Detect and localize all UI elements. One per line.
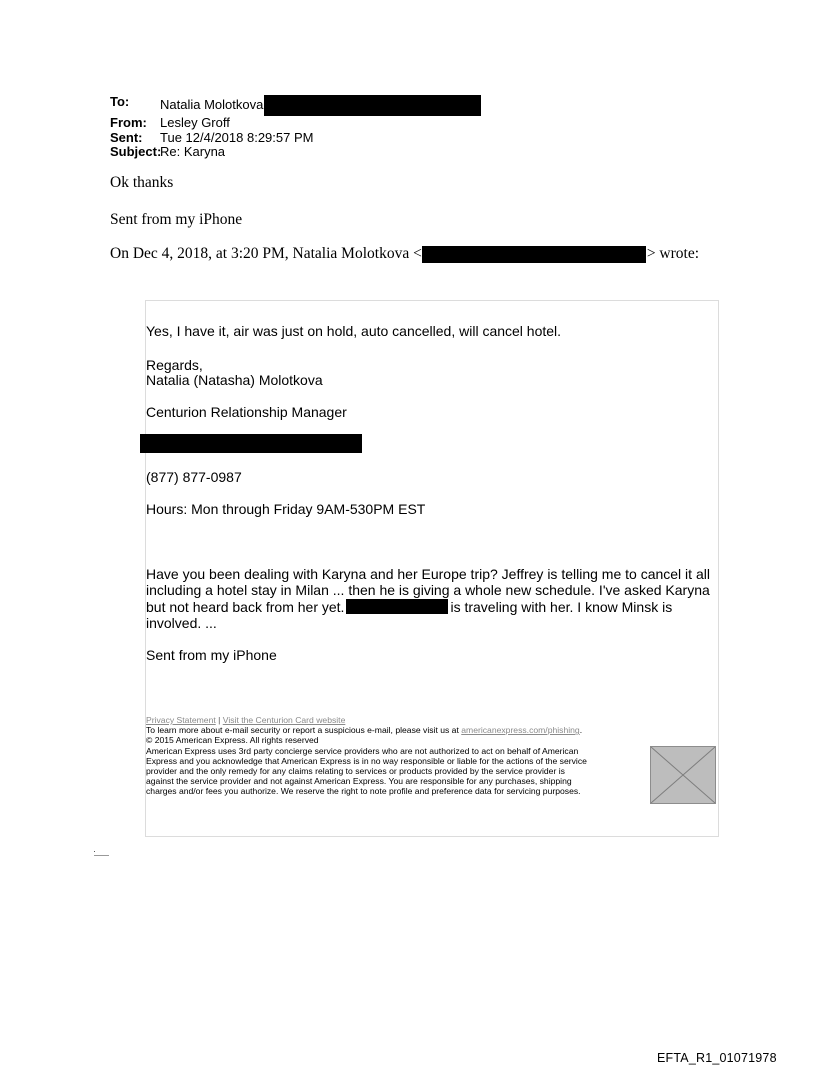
disclaimer-line: Express and you acknowledge that American Express is in no way responsible or liable for the actions of the service (146, 755, 587, 766)
disclaimer-line: provider and the only remedy for any claims relating to services or products provided by the service provider is (146, 766, 565, 777)
from-row (110, 116, 481, 131)
original-line-3-suffix: is traveling with her. I know Minsk is (450, 598, 673, 615)
email-header (110, 95, 481, 160)
to-row (110, 95, 481, 116)
phishing-link[interactable]: americanexpress.com/phishing (461, 725, 580, 736)
quoted-line-1: Yes, I have it, air was just on hold, auto cancelled, will cancel hotel. (146, 323, 562, 339)
disclaimer-line: against the service provider and not against American Express. You are responsible for any purchases, shipping (146, 776, 572, 787)
quoted-title: Centurion Relationship Manager (146, 404, 347, 420)
reply-signature: Sent from my iPhone (110, 211, 243, 228)
quoted-name: Natalia (Natasha) Molotkova (146, 372, 323, 388)
original-signature: Sent from my iPhone (146, 647, 277, 663)
copyright: © 2015 American Express. All rights reserved (146, 735, 319, 746)
to-label: To: (110, 94, 130, 109)
email-footer (146, 715, 646, 797)
from-label: From: (110, 115, 147, 130)
subject-label: Subject: (110, 144, 162, 159)
redaction-bar (264, 95, 481, 116)
disclaimer-line: American Express uses 3rd party concierge service providers who are not authorized to act on behalf of American (146, 745, 579, 756)
reply-body: Ok thanks (110, 174, 174, 191)
original-line-2: including a hotel stay in Milan ... then he is giving a whole new schedule. I've asked Karyna (146, 582, 710, 599)
original-line-4: involved. ... (146, 614, 217, 631)
redaction-bar (346, 599, 448, 614)
sent-value: Tue 12/4/2018 8:29:57 PM (160, 129, 314, 145)
quoted-hours: Hours: Mon through Friday 9AM-530PM EST (146, 501, 426, 517)
original-message (146, 566, 718, 631)
quote-intro (110, 245, 699, 263)
sent-row (110, 131, 481, 146)
page-mark (94, 851, 110, 859)
redaction-bar (140, 434, 362, 453)
quote-intro-suffix: > wrote: (646, 245, 700, 262)
privacy-statement-link[interactable]: Privacy Statement (146, 715, 216, 725)
to-value: Natalia Molotkova (160, 97, 264, 113)
quote-intro-prefix: On Dec 4, 2018, at 3:20 PM, Natalia Molotkova < (110, 245, 422, 262)
footer-links-row (146, 715, 646, 725)
security-notice-text: To learn more about e-mail security or report a suspicious e-mail, please visit us at (146, 725, 459, 736)
subject-row (110, 145, 481, 160)
link-separator: | (218, 715, 221, 725)
security-notice: To learn more about e-mail security or report a suspicious e-mail, please visit us at americanexpress.com/phishing. (146, 725, 583, 736)
redaction-bar (422, 246, 646, 263)
original-line-3 (146, 599, 718, 615)
disclaimer-line: charges and/or fees you authorize. We reserve the right to note profile and preference data for servicing purposes. (146, 786, 581, 797)
quoted-regards: Regards, (146, 357, 203, 373)
centurion-website-link[interactable]: Visit the Centurion Card website (222, 715, 346, 725)
quoted-phone: (877) 877-0987 (146, 469, 242, 485)
original-line-1: Have you been dealing with Karyna and her Europe trip? Jeffrey is telling me to cancel it all (146, 566, 710, 582)
original-line-3-prefix: but not heard back from her yet. (146, 598, 345, 615)
broken-image-placeholder-icon (650, 746, 716, 804)
bates-number: EFTA_R1_01071978 (657, 1051, 777, 1065)
subject-value: Re: Karyna (160, 144, 226, 159)
from-value: Lesley Groff (160, 115, 230, 130)
sent-label: Sent: (110, 129, 143, 145)
